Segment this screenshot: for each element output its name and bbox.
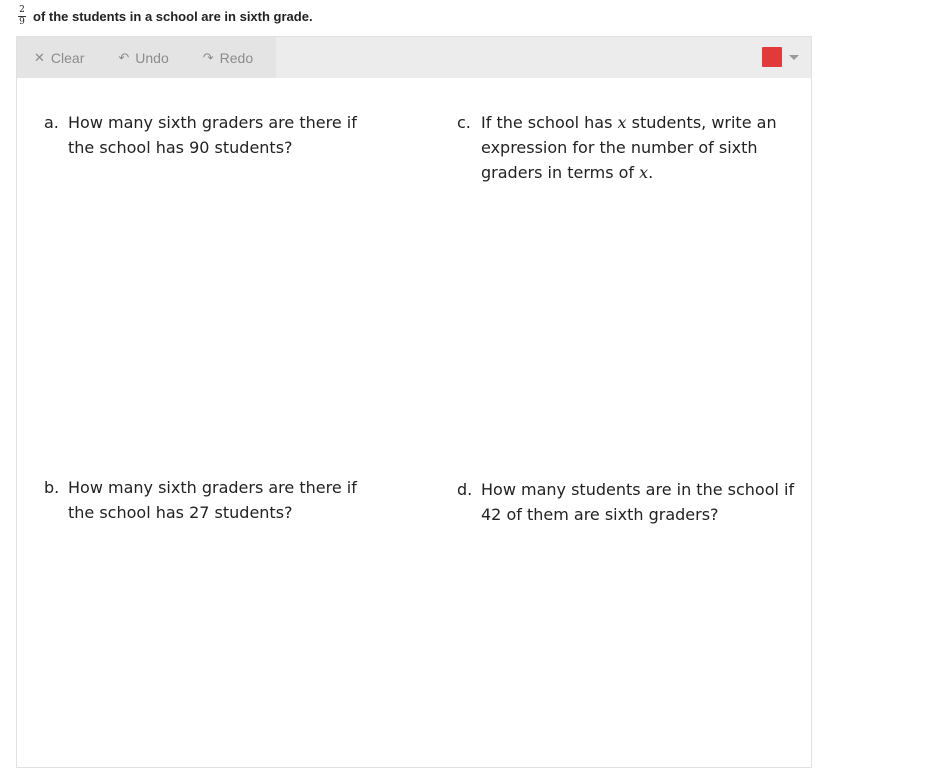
drawing-panel[interactable] bbox=[16, 36, 812, 768]
question-text-part: students, write an expression for the number of sixth graders in terms of bbox=[481, 113, 777, 182]
undo-label: Undo bbox=[135, 49, 169, 66]
question-text-part: . bbox=[648, 163, 654, 182]
question-a bbox=[44, 110, 384, 160]
question-letter: a. bbox=[44, 113, 59, 132]
color-swatch bbox=[762, 47, 782, 67]
question-letter: d. bbox=[457, 480, 473, 499]
question-text: How many sixth graders are there if the school has 90 students? bbox=[68, 113, 357, 157]
clear-button[interactable] bbox=[34, 50, 84, 66]
question-text: How many sixth graders are there if the school has 27 students? bbox=[68, 478, 357, 522]
redo-button[interactable] bbox=[203, 50, 253, 66]
question-d bbox=[457, 477, 797, 527]
question-letter: c. bbox=[457, 113, 471, 132]
undo-arrow-icon: ↶ bbox=[118, 49, 130, 65]
problem-text: of the students in a school are in sixth grade. bbox=[33, 8, 313, 24]
redo-label: Redo bbox=[219, 49, 254, 66]
chevron-down-icon bbox=[789, 55, 799, 60]
question-b bbox=[44, 475, 384, 525]
clear-label: Clear bbox=[50, 49, 85, 66]
drawing-toolbar bbox=[17, 37, 811, 78]
undo-button[interactable] bbox=[118, 50, 168, 66]
fraction bbox=[18, 6, 26, 27]
problem-statement bbox=[18, 2, 313, 30]
pen-color-picker[interactable] bbox=[762, 47, 799, 67]
question-text-part: If the school has bbox=[481, 113, 618, 132]
edit-tools bbox=[17, 37, 276, 78]
fraction-denominator: 9 bbox=[19, 16, 25, 27]
question-text: How many students are in the school if 42 of them are sixth graders? bbox=[481, 480, 795, 524]
redo-arrow-icon: ↷ bbox=[202, 49, 214, 65]
math-variable: x bbox=[639, 163, 649, 182]
question-c bbox=[457, 110, 797, 185]
question-text bbox=[481, 110, 797, 185]
fraction-numerator: 2 bbox=[19, 4, 25, 15]
question-letter: b. bbox=[44, 478, 60, 497]
math-variable: x bbox=[617, 113, 627, 132]
close-icon: ✕ bbox=[34, 49, 45, 65]
